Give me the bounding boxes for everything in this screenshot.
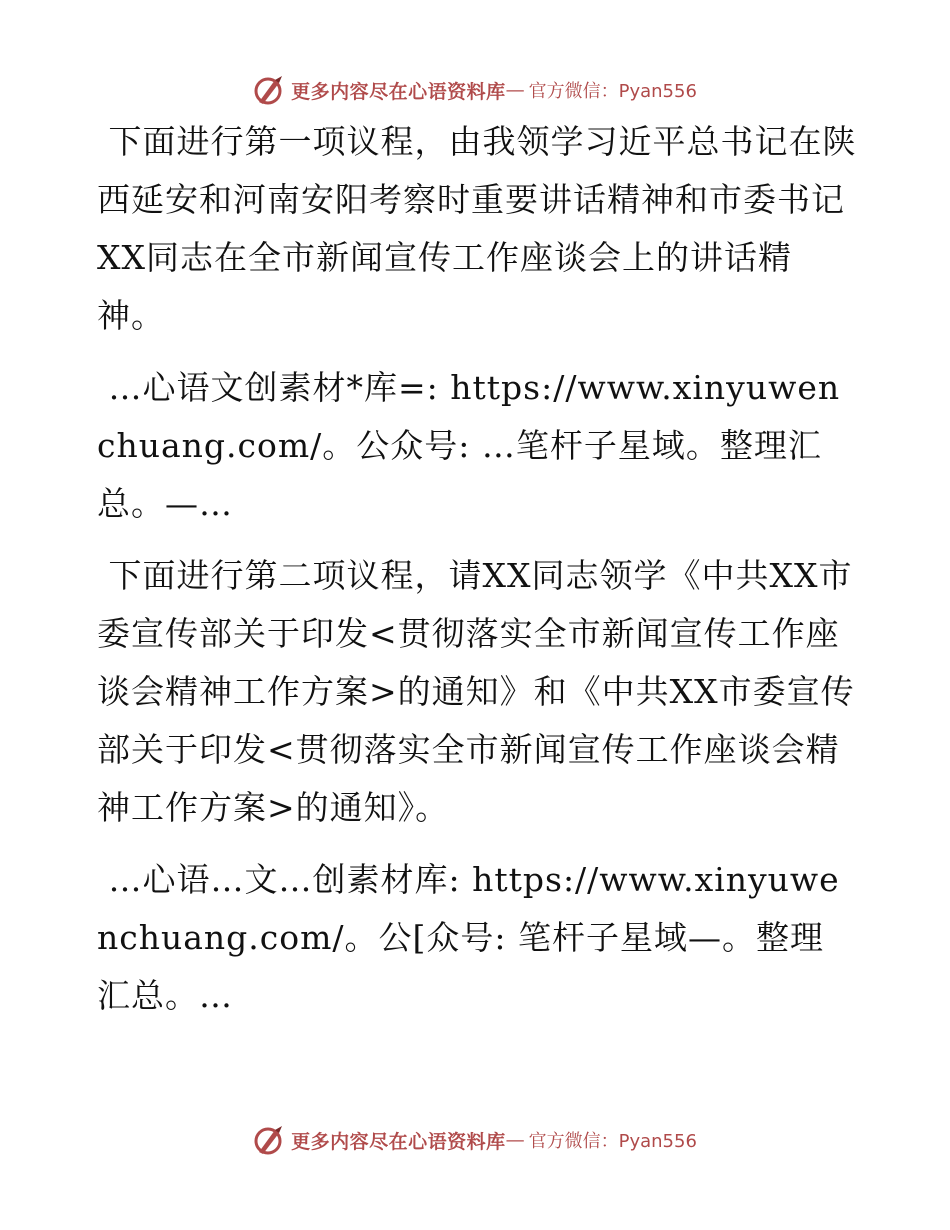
paragraph-source-note-2: …心语…文…创素材库: https://www.xinyuwenchuang.com/。公[众号: 笔杆子星域—。整理汇总。… (97, 860, 840, 1015)
header-banner (0, 70, 950, 110)
footer-banner (0, 1120, 950, 1160)
paragraph-agenda-2: 下面进行第二项议程，请XX同志领学《中共XX市委宣传部关于印发<贯彻落实全市新闻宣传工作座谈会精神工作方案>的通知》和《中共XX市委宣传部关于印发<贯彻落实全市新闻宣传工作座谈会精神工作方案>的通知》。 (97, 556, 855, 827)
paragraph-agenda-1: 下面进行第一项议程，由我领学习近平总书记在陕西延安和河南安阳考察时重要讲话精神和市委书记XX同志在全市新闻宣传工作座谈会上的讲话精神。 (97, 122, 857, 335)
quill-logo-icon (253, 1124, 285, 1156)
banner-separator: — (505, 1129, 525, 1151)
document-body (97, 113, 857, 1039)
banner-separator: — (505, 79, 525, 101)
paragraph-source-note-1: …心语文创素材*库=: https://www.xinyuwenchuang.com/。公众号: …笔杆子星域。整理汇总。—… (97, 368, 841, 523)
banner-wechat-text: 官方微信：Pyan556 (528, 81, 697, 102)
banner-site-text: 更多内容尽在心语资料库 (291, 80, 506, 103)
banner-wechat-text: 官方微信：Pyan556 (528, 1131, 697, 1152)
quill-logo-icon (253, 74, 285, 106)
banner-site-text: 更多内容尽在心语资料库 (291, 1130, 506, 1153)
